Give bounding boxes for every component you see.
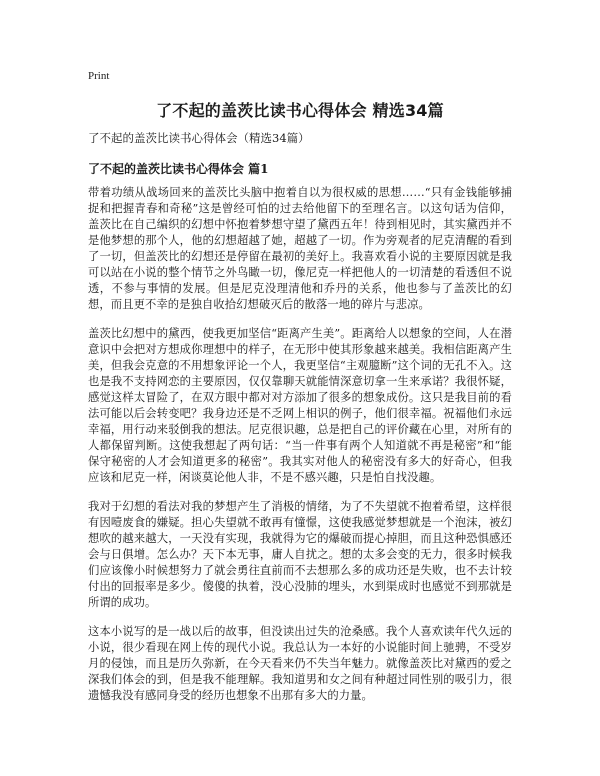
document-subtitle: 了不起的盖茨比读书心得体会（精选34篇） <box>88 131 310 145</box>
page-title: 了不起的盖茨比读书心得体会 精选34篇 <box>156 101 444 120</box>
paragraph: 我对于幻想的看法对我的梦想产生了消极的情绪，为了不失望就不抱着希望，这样很有因噎废食的嫌疑。担心失望就不敢再有憧憬，这使我感觉梦想就是一个泡沫，被幻想吹的越来越大，一天没有实现，我就得为它的爆破而提心掉胆，而且这种恐惧感还会与日俱增。怎么办？天下本无事，庸人自扰之。想的太多会变的无力，很多时候我们应该像小时候想努力了就会勇往直前而不去想那么多的成功还是失败，也不去计较付出的回报率是多少。傻傻的执着，没心没肺的埋头，水到渠成时也感觉不到那就是所谓的成功。 <box>88 500 512 609</box>
paragraph: 带着功绩从战场回来的盖茨比头脑中抱着自以为很权威的思想……“只有金钱能够捕捉和把握青春和奇秘”这是曾经可怕的过去给他留下的至理名言。以这句话为信仰，盖茨比在自己编织的幻想中怀抱着梦想守望了黛西五年！待到相见时，其实黛西并不是他梦想的那个人，他的幻想超越了她，超越了一切。作为旁观者的尼克清醒的看到了一切，但盖茨比的幻想还是停留在最初的美好上。我喜欢看小说的主要原因就是我可以站在小说的整个情节之外鸟瞰一切，像尼克一样把他人的一切清楚的看透但不说透，不参与事情的发展。但是尼克没理清他和乔丹的关系，他也参与了盖茨比的幻想，而且更不幸的是独自收拾幻想破灭后的散落一地的碎片与悲凉。 <box>88 186 512 311</box>
print-label[interactable]: Print <box>88 70 110 82</box>
article-body <box>88 185 512 717</box>
paragraph: 这本小说写的是一战以后的故事，但没读出过失的沧桑感。我个人喜欢读年代久远的小说，很少看现在网上传的现代小说。我总认为一本好的小说能时间上驰骋，不受岁月的侵蚀，而且是历久弥新，在今天看来仍不失当年魅力。就像盖茨比对黛西的爱之深我们体会的到，但是我不能理解。我知道男和女之间有种超过同性别的吸引力，很遗憾我没有感同身受的经历也想象不出那有多大的力量。 <box>88 625 512 702</box>
section-heading: 了不起的盖茨比读书心得体会 篇1 <box>88 162 269 176</box>
paragraph: 盖茨比幻想中的黛西，使我更加坚信“距离产生美”。距离给人以想象的空间，人在潜意识中会把对方想成你理想中的样子，在无形中使其形象越来越美。我相信距离产生美，但我会克意的不用想象评论一个人，我更坚信“主观臆断”这个词的无孔不入。这也是我不支持网恋的主要原因，仅仅靠聊天就能情深意切拿一生来承诺？我很怀疑，感觉这样太冒险了，在双方眼中都对对方添加了很多的想象成份。这只是我目前的看法可能以后会转变吧？我身边还是不乏网上相识的例子，他们很幸福。祝福他们永远幸福，用行动来驳倒我的想法。尼克很识趣，总是把自己的评价藏在心里，对所有的人都保留判断。这使我想起了两句话：“当一件事有两个人知道就不再是秘密”和“能保守秘密的人才会知道更多的秘密”。我其实对他人的秘密没有多大的好奇心，但我应该和尼克一样，闲谈莫论他人非，不是不感兴趣，只是怕自找没趣。 <box>88 327 512 484</box>
